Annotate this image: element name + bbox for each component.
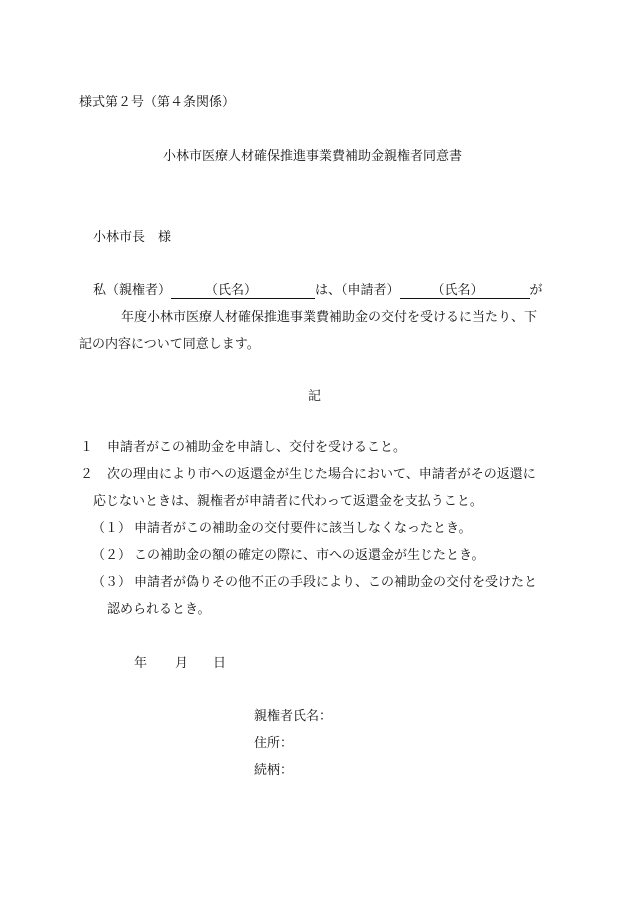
item-2-text-line-1: 次の理由により市への返還金が生じた場合において、申請者がその返還に: [107, 467, 536, 482]
sub-item-3-text-line-1: 申請者が偽りその他不正の手段により、この補助金の交付を受けたと: [134, 575, 538, 590]
item-1-text: 申請者がこの補助金を申請し、交付を受けること。: [107, 440, 407, 455]
consent-line-3: 記の内容について同意します。: [79, 337, 260, 352]
ki-heading: 記: [308, 389, 322, 404]
sub-item-2-number: （２）: [92, 548, 132, 563]
addressee: 小林市長 様: [93, 230, 172, 245]
consent-line-1: [93, 283, 543, 299]
consent-suffix: が: [529, 283, 543, 298]
applicant-name-blank[interactable]: （氏名）: [400, 284, 530, 299]
item-1-number: １: [80, 440, 94, 455]
sub-item-2-text: この補助金の額の確定の際に、市への返還金が生じたとき。: [134, 548, 485, 563]
date-day-label: 日: [213, 656, 227, 671]
sub-item-1-number: （１）: [92, 521, 132, 536]
date-month-label: 月: [175, 656, 189, 671]
consent-line-2: 年度小林市医療人材確保推進事業費補助金の交付を受けるに当たり、下: [121, 310, 538, 325]
guardian-name-blank[interactable]: （氏名）: [171, 284, 315, 299]
sub-item-3-number: （３）: [92, 575, 132, 590]
guardian-name-label: 親権者氏名：: [254, 709, 333, 724]
item-2-number: ２: [80, 467, 94, 482]
sub-item-3-text-line-2: 認められるとき。: [107, 602, 211, 617]
form-number: 様式第２号（第４条関係）: [79, 95, 236, 110]
sub-item-1-text: 申請者がこの補助金の交付要件に該当しなくなったとき。: [134, 521, 472, 536]
item-2-text-line-2: 応じないときは、親権者が申請者に代わって返還金を支払うこと。: [93, 494, 483, 509]
relationship-label: 続柄：: [254, 763, 294, 778]
consent-prefix: 私（親権者）: [93, 283, 172, 298]
consent-middle: は、（申請者）: [315, 283, 400, 298]
address-label: 住所：: [254, 736, 294, 751]
date-year-label: 年: [134, 656, 148, 671]
document-title: 小林市医療人材確保推進事業費補助金親権者同意書: [163, 149, 463, 164]
